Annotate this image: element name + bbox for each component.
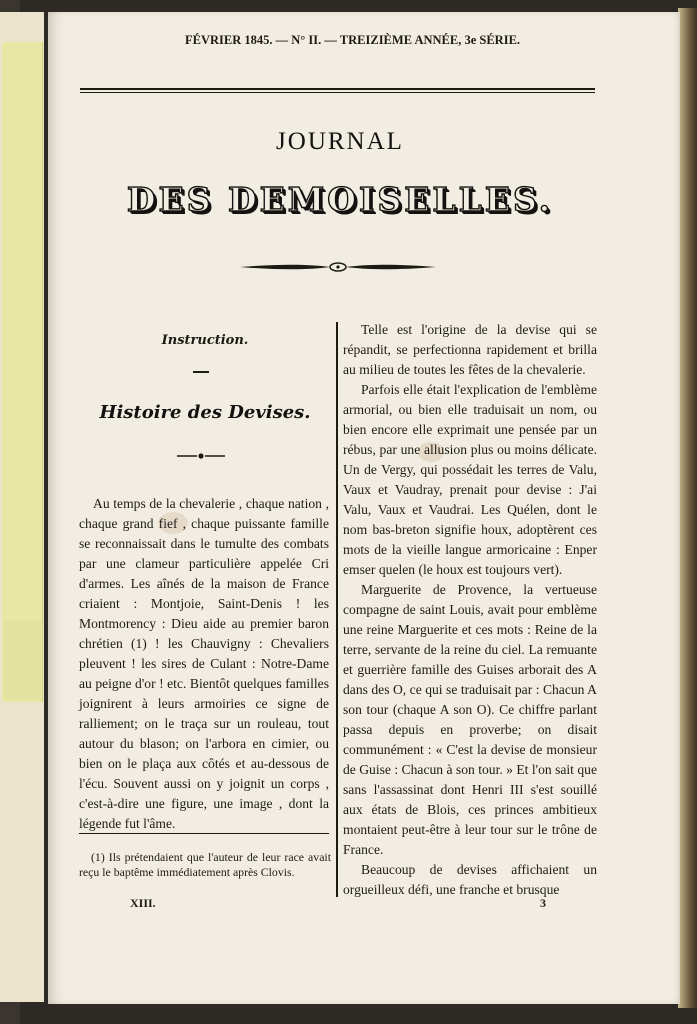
masthead-journal: JOURNAL (276, 128, 404, 155)
right-column (343, 320, 597, 900)
left-column (79, 494, 329, 834)
page-stack-edge (678, 8, 697, 1008)
sheet-signature: XIII. (130, 896, 156, 910)
running-head: FÉVRIER 1845. — N° II. — TREIZIÈME ANNÉE, 3e SÉRIE. (185, 33, 521, 47)
paragraph: Telle est l'origine de la devise qui se répandit, se perfectionna rapidement et brilla au milieu de toutes les fêtes de la chevalerie. (343, 322, 597, 377)
masthead-title: DES DEMOISELLES. (126, 180, 554, 219)
header-rule (80, 88, 595, 90)
flourish-ornament-icon (238, 260, 438, 274)
footnote-rule (79, 833, 329, 834)
paragraph: Beaucoup de devises affichaient un orgueilleux défi, une franche et brusque (343, 862, 597, 897)
yellow-paper-tab (2, 42, 43, 702)
paragraph: Parfois elle était l'explication de l'emblème armorial, ou bien elle traduisait un nom, ou bien encore elle exprimait une pensée par un rébus, par une allusion plus ou moins délicate. Un de Vergy, qui possédait les terres de Valu, Vaux et Vaudray, prenait pour devise : J'ai Valu, Vaux et Vaudrai. Les Quélen, dont le nom bas-breton signifie houx, adoptèrent ces mots de la vieille langue armoricaine : Enper emser quelen (le houx est toujours vert). (343, 382, 597, 577)
article-title: Histoire des Devises. (99, 402, 311, 423)
footnote: (1) Ils prétendaient que l'auteur de leur race avait reçu le baptême immédiatement après Clovis. (79, 850, 331, 879)
paragraph: Au temps de la chevalerie , chaque nation , chaque grand fief , chaque puissante famille se reconnaissait dans le tumulte des combats par une clameur particulière appelée Cri d'armes. Les aînés de la maison de France criaient : Montjoie, Saint-Denis ! les Montmorency : Dieu aide au premier baron chrétien (1) ! les Chauvigny : Chevaliers pleuvent ! les sires de Culant : Notre-Dame au peigne d'or ! etc. Bientôt quelques familles joignirent à leurs armoiries ce signe de ralliement; on le traça sur un rouleau, tout autour du blason; on l'arbora en cimier, ou bien on le plaça aux côtés et au-dessous de l'écu. Souvent aussi on y joignit un corps , c'est-à-dire une figure, une image , dont la légende fut l'âme. (79, 496, 329, 831)
header-rule-thin (80, 92, 595, 93)
section-label: Instruction. (161, 333, 249, 348)
column-rule (336, 322, 338, 897)
yellow-paper-tab-fold (4, 620, 42, 700)
section-dash (193, 371, 209, 373)
paragraph: Marguerite de Provence, la vertueuse compagne de saint Louis, avait pour emblème une reine Marguerite et ces mots : Reine de la terre, servante de la reine du ciel. La remuante et guerrière famille des Guises arborait des A dans des O, ce qui se traduisait par : Chacun A son tour (chaque A son O). Ce chiffre parlant passa depuis en proverbe; on disait communément : « C'est la devise de monsieur de Guise : Chacun à son tour. » Et l'on sait que sans l'assassinat dont Henri III s'est souillé aux états de Blois, ces princes ambitieux montaient peut-être à leur tour sur le trône de France. (343, 582, 597, 857)
page-number: 3 (540, 896, 546, 910)
title-ornament-icon (175, 452, 227, 460)
